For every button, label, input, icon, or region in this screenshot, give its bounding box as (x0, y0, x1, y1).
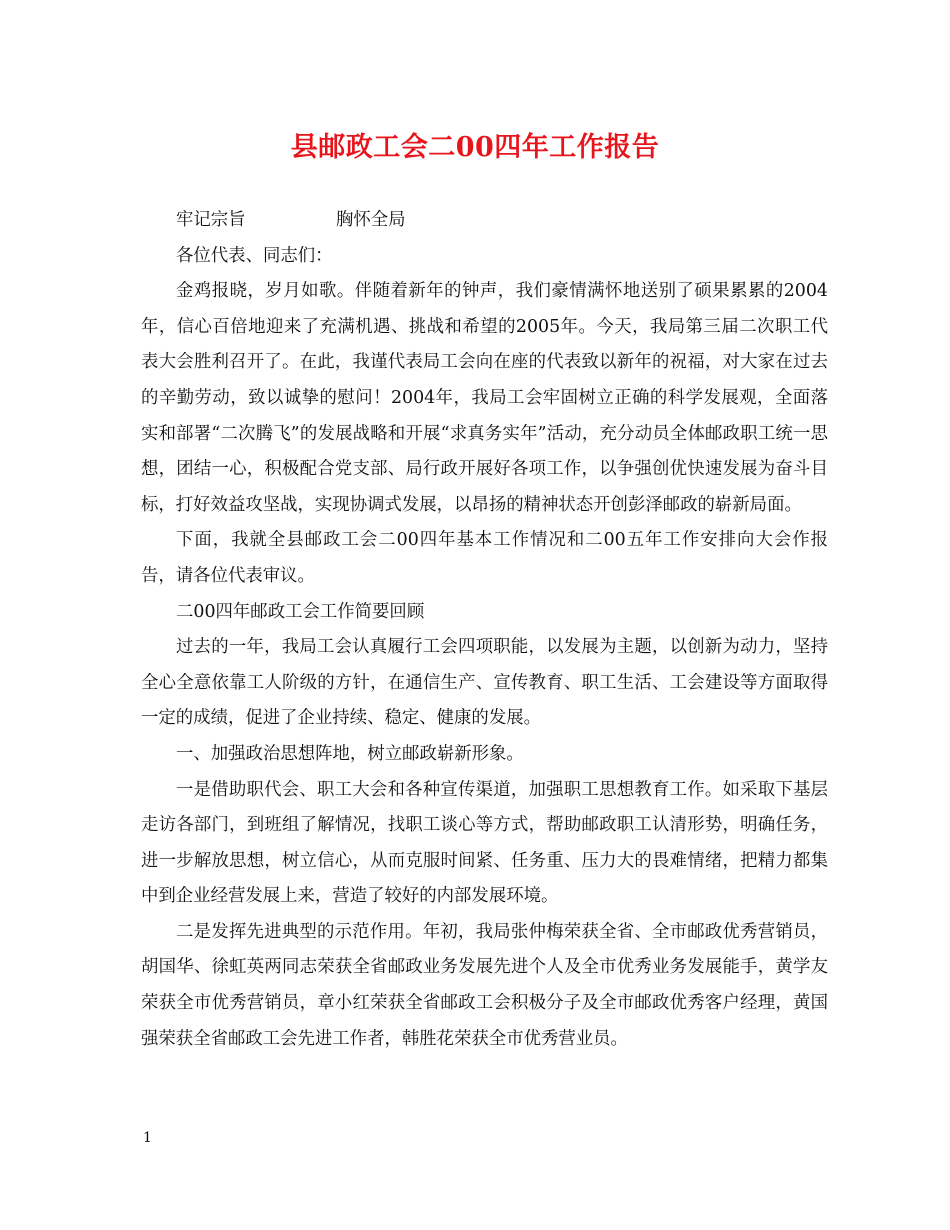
paragraph-point-one: 一是借助职代会、职工大会和各种宣传渠道，加强职工思想教育工作。如采取下基层走访各部门，到班组了解情况，找职工谈心等方式，帮助邮政职工认清形势，明确任务，进一步解放思想，树立信心，从而克服时间紧、任务重、压力大的畏难情绪，把精力都集中到企业经营发展上来，营造了较好的内部发展环境。 (141, 779, 828, 907)
page-number: 1 (143, 1130, 152, 1146)
section-heading: 二00四年邮政工会工作简要回顾 (176, 601, 425, 622)
document-body (141, 203, 828, 1057)
motto-left: 牢记宗旨 (176, 210, 246, 230)
paragraph-report-notice: 下面，我就全县邮政工会二00四年基本工作情况和二00五年工作安排向大会作报告，请各位代表审议。 (141, 530, 828, 586)
paragraph-point-two: 二是发挥先进典型的示范作用。年初，我局张仲梅荣获全省、全市邮政优秀营销员，胡国华、徐虹英两同志荣获全省邮政业务发展先进个人及全市优秀业务发展能手，黄学友荣获全市优秀营销员，章小红荣获全省邮政工会积极分子及全市邮政优秀客户经理，黄国强荣获全省邮政工会先进工作者，韩胜花荣获全市优秀营业员。 (141, 921, 828, 1049)
paragraph-intro: 金鸡报晓，岁月如歌。伴随着新年的钟声，我们豪情满怀地送别了硕果累累的2004年，信心百倍地迎来了充满机遇、挑战和希望的2005年。今天，我局第三届二次职工代表大会胜利召开了。在此，我谨代表局工会向在座的代表致以新年的祝福，对大家在过去的辛勤劳动，致以诚挚的慰问！2004年，我局工会牢固树立正确的科学发展观，全面落实和部署“二次腾飞”的发展战略和开展“求真务实年”活动，充分动员全体邮政职工统一思想，团结一心，积极配合党支部、局行政开展好各项工作，以争强创优快速发展为奋斗目标，打好效益攻坚战，实现协调式发展，以昂扬的精神状态开创彭泽邮政的崭新局面。 (141, 281, 828, 515)
motto-right: 胸怀全局 (336, 210, 406, 230)
motto-line (141, 203, 828, 239)
document-title: 县邮政工会二00四年工作报告 (290, 132, 660, 163)
salutation: 各位代表、同志们： (176, 245, 333, 266)
paragraph-review: 过去的一年，我局工会认真履行工会四项职能，以发展为主题，以创新为动力，坚持全心全意依靠工人阶级的方针，在通信生产、宣传教育、职工生活、工会建设等方面取得一定的成绩，促进了企业持续、稳定、健康的发展。 (141, 637, 828, 729)
subsection-heading: 一、加强政治思想阵地，树立邮政崭新形象。 (176, 743, 524, 764)
